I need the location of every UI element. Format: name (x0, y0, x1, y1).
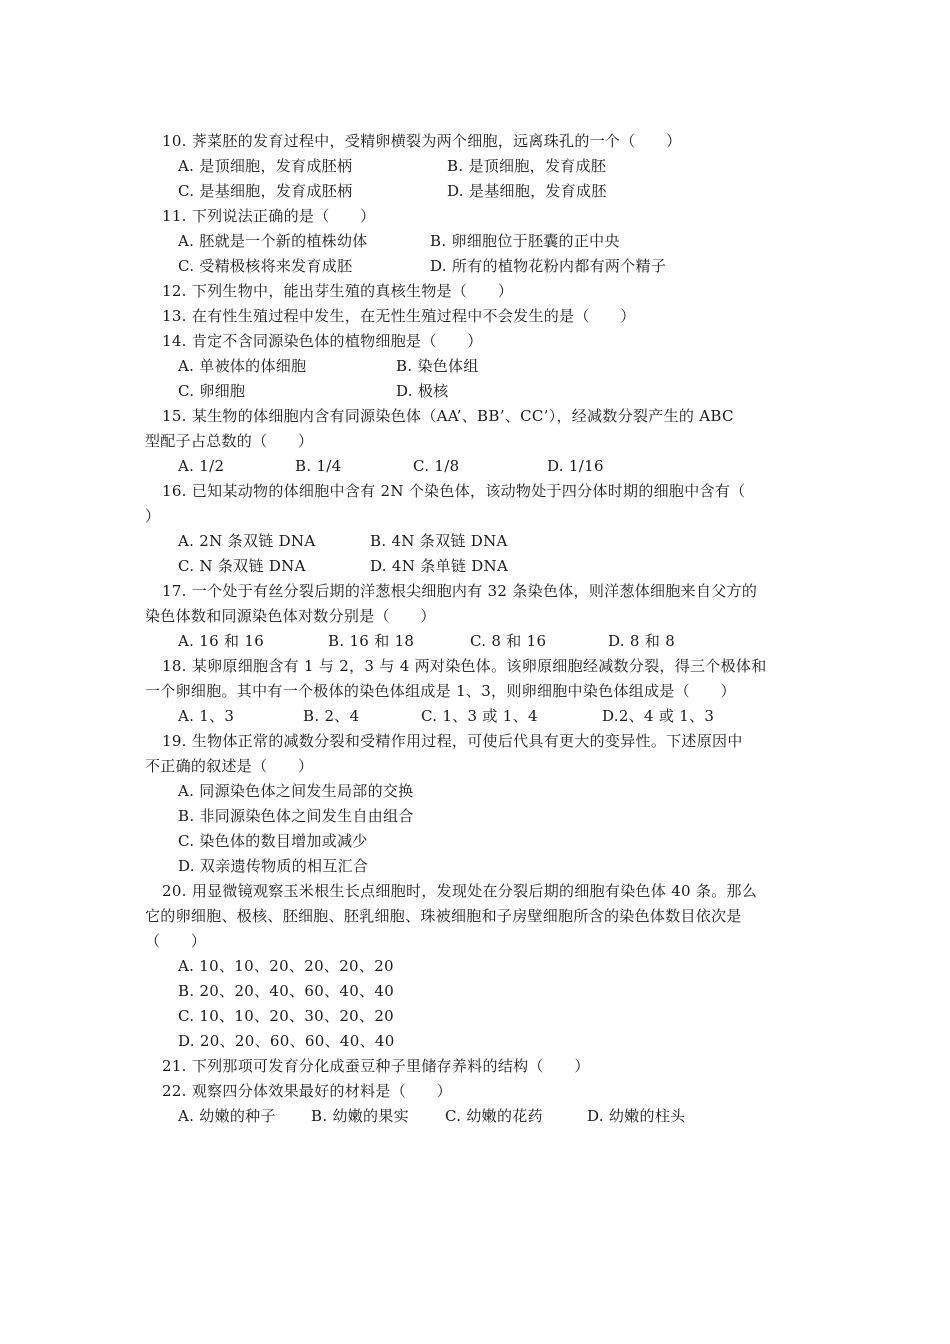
question-10-option-c: C. 是基细胞，发育成胚柄 (178, 182, 353, 200)
question-15-stem-line-1: 15. 某生物的体细胞内含有同源染色体（AA’、BB’、CC’），经减数分裂产生的 ABC (162, 407, 734, 425)
question-16-option-a: A. 2N 条双链 DNA (178, 532, 316, 550)
question-17-stem-line-2: 染色体数和同源染色体对数分别是（ ） (145, 607, 436, 625)
question-18-option-a: A. 1、3 (178, 707, 235, 725)
question-19-option-d: D. 双亲遗传物质的相互汇合 (178, 857, 369, 875)
question-19-option-c: C. 染色体的数目增加或减少 (178, 832, 368, 850)
question-20-option-b: B. 20、20、40、60、40、40 (178, 982, 395, 1000)
question-10-option-b: B. 是顶细胞，发育成胚 (447, 157, 607, 175)
question-11-option-d: D. 所有的植物花粉内都有两个精子 (430, 257, 667, 275)
question-20-stem-line-3: （ ） (145, 932, 207, 950)
question-20-stem-line-1: 20. 用显微镜观察玉米根生长点细胞时，发现处在分裂后期的细胞有染色体 40 条。那么 (162, 882, 758, 900)
question-20-option-a: A. 10、10、20、20、20、20 (178, 957, 394, 975)
question-18-stem-line-2: 一个卵细胞。其中有一个极体的染色体组成是 1、3，则卵细胞中染色体组成是（ ） (145, 682, 736, 700)
question-15-stem-line-2: 型配子占总数的（ ） (145, 432, 314, 450)
question-15-option-c: C. 1/8 (413, 457, 460, 475)
question-20-stem-line-2: 它的卵细胞、极核、胚细胞、胚乳细胞、珠被细胞和子房壁细胞所含的染色体数目依次是 (145, 907, 742, 925)
question-16-option-c: C. N 条双链 DNA (178, 557, 306, 575)
question-14-option-a: A. 单被体的体细胞 (178, 357, 307, 375)
question-22-option-d: D. 幼嫩的柱头 (587, 1107, 686, 1125)
question-16-option-d: D. 4N 条单链 DNA (370, 557, 509, 575)
question-17-option-c: C. 8 和 16 (470, 632, 547, 650)
question-15-option-a: A. 1/2 (178, 457, 225, 475)
question-20-option-c: C. 10、10、20、30、20、20 (178, 1007, 395, 1025)
question-15-option-b: B. 1/4 (295, 457, 342, 475)
question-22-option-b: B. 幼嫩的果实 (311, 1107, 409, 1125)
question-14-option-d: D. 极核 (396, 382, 449, 400)
question-16-stem-line-2: ） (145, 507, 161, 525)
question-22-option-a: A. 幼嫩的种子 (178, 1107, 276, 1125)
question-17-option-a: A. 16 和 16 (178, 632, 265, 650)
question-22-option-c: C. 幼嫩的花药 (445, 1107, 543, 1125)
question-13-stem: 13. 在有性生殖过程中发生，在无性生殖过程中不会发生的是（ ） (162, 307, 636, 325)
question-18-option-d: D.2、4 或 1、3 (602, 707, 715, 725)
question-20-option-d: D. 20、20、60、60、40、40 (178, 1032, 395, 1050)
question-18-option-c: C. 1、3 或 1、4 (421, 707, 538, 725)
question-22-stem: 22. 观察四分体效果最好的材料是（ ） (162, 1082, 452, 1100)
question-11-option-b: B. 卵细胞位于胚囊的正中央 (430, 232, 620, 250)
question-14-option-c: C. 卵细胞 (178, 382, 246, 400)
question-21-stem: 21. 下列那项可发育分化成蚕豆种子里储存养料的结构（ ） (162, 1057, 590, 1075)
question-16-stem-line-1: 16. 已知某动物的体细胞中含有 2N 个染色体，该动物处于四分体时期的细胞中含有（ (162, 482, 746, 500)
question-14-option-b: B. 染色体组 (396, 357, 479, 375)
question-17-option-b: B. 16 和 18 (328, 632, 415, 650)
question-17-option-d: D. 8 和 8 (608, 632, 676, 650)
question-10-option-a: A. 是顶细胞，发育成胚柄 (178, 157, 353, 175)
question-15-option-d: D. 1/16 (547, 457, 604, 475)
question-19-stem-line-2: 不正确的叙述是（ ） (145, 757, 314, 775)
question-12-stem: 12. 下列生物中，能出芽生殖的真核生物是（ ） (162, 282, 514, 300)
question-14-stem: 14. 肯定不含同源染色体的植物细胞是（ ） (162, 332, 483, 350)
question-17-stem-line-1: 17. 一个处于有丝分裂后期的洋葱根尖细胞内有 32 条染色体，则洋葱体细胞来自父方的 (162, 582, 758, 600)
question-19-stem-line-1: 19. 生物体正常的减数分裂和受精作用过程，可使后代具有更大的变异性。下述原因中 (162, 732, 743, 750)
question-19-option-b: B. 非同源染色体之间发生自由组合 (178, 807, 414, 825)
question-11-option-c: C. 受精极核将来发育成胚 (178, 257, 353, 275)
question-18-option-b: B. 2、4 (303, 707, 360, 725)
question-19-option-a: A. 同源染色体之间发生局部的交换 (178, 782, 414, 800)
question-11-stem: 11. 下列说法正确的是（ ） (162, 207, 376, 225)
question-11-option-a: A. 胚就是一个新的植株幼体 (178, 232, 368, 250)
question-18-stem-line-1: 18. 某卵原细胞含有 1 与 2，3 与 4 两对染色体。该卵原细胞经减数分裂，得三个极体和 (162, 657, 767, 675)
question-16-option-b: B. 4N 条双链 DNA (370, 532, 508, 550)
question-10-option-d: D. 是基细胞，发育成胚 (447, 182, 607, 200)
question-10-stem: 10. 荠菜胚的发育过程中，受精卵横裂为两个细胞，远离珠孔的一个（ ） (162, 132, 682, 150)
